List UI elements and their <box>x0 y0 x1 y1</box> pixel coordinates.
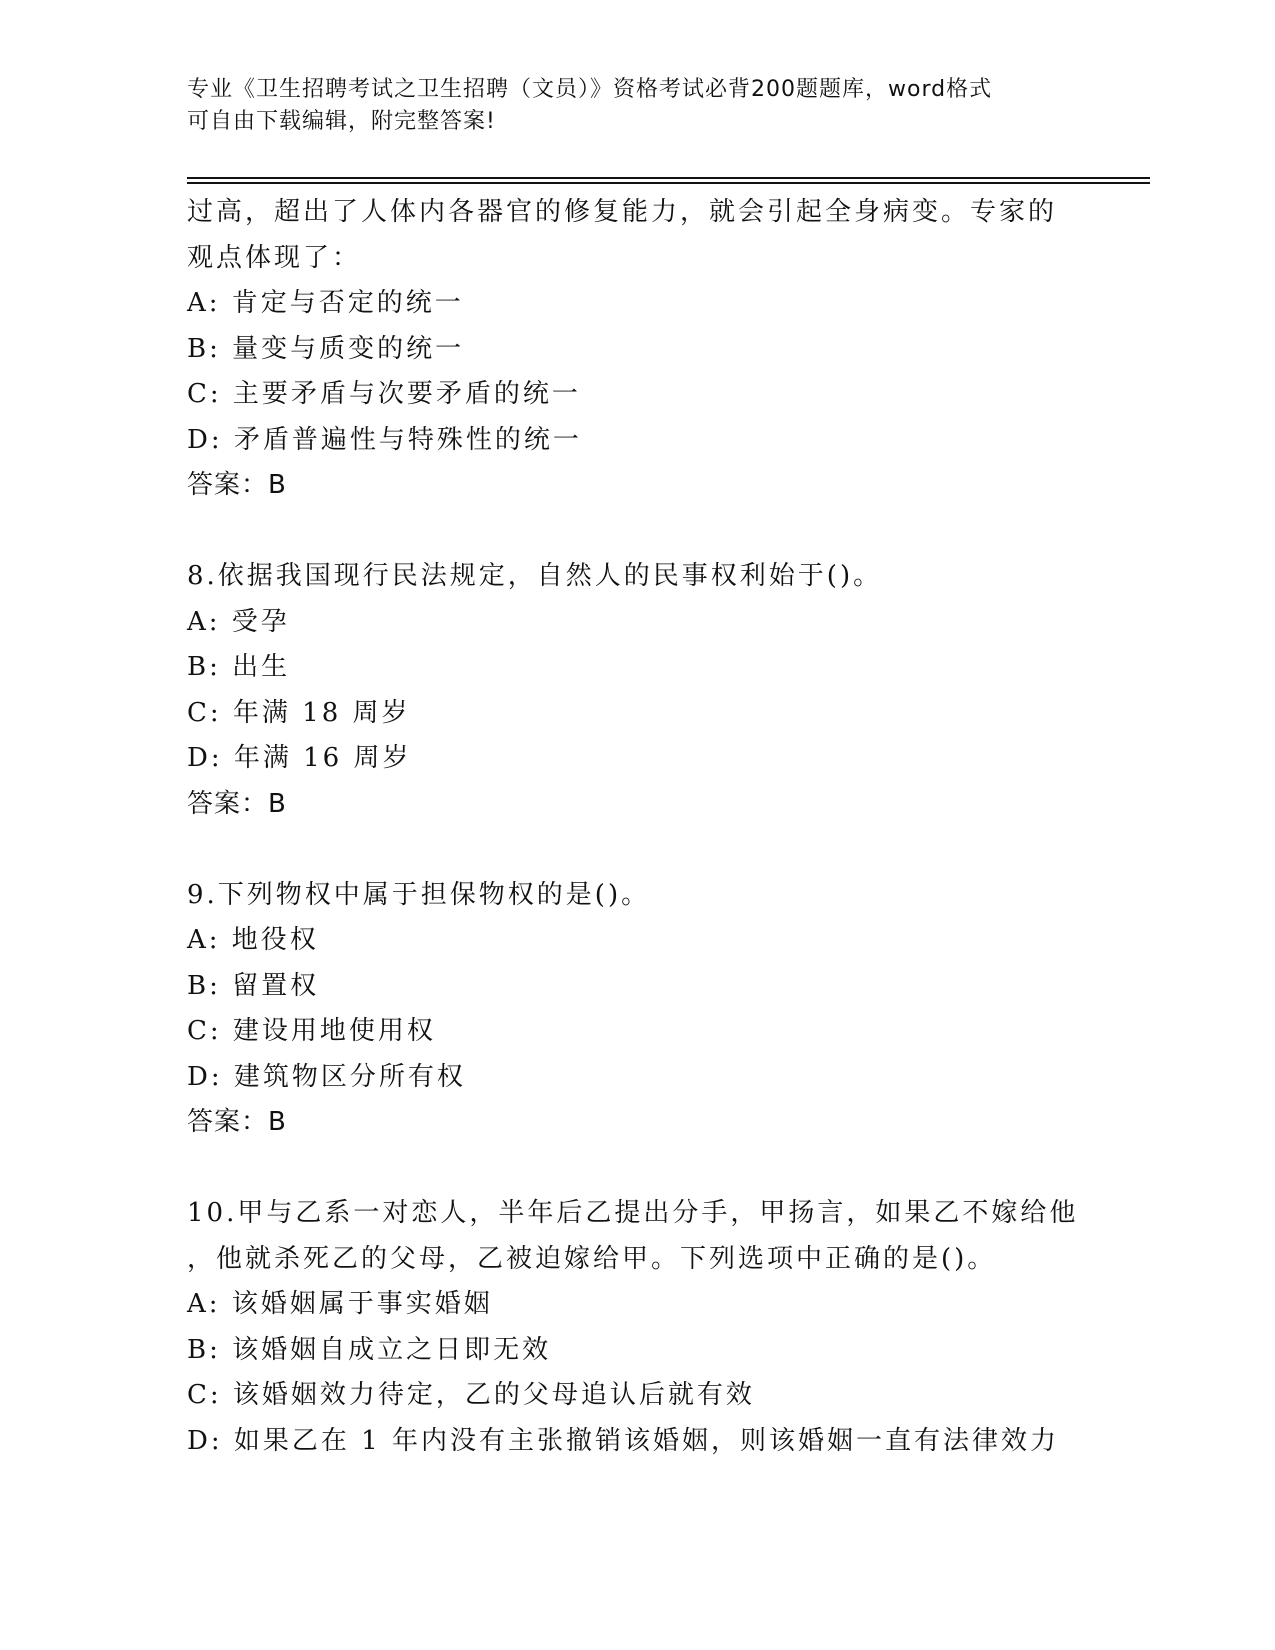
spacer <box>187 1146 1087 1192</box>
question-10 <box>187 1191 1087 1464</box>
option-a: A: 该婚姻属于事实婚姻 <box>187 1289 493 1319</box>
header-title-line-2: 可自由下载编辑，附完整答案! <box>187 109 496 134</box>
option-b: B: 留置权 <box>187 970 320 1001</box>
question-stem: 9.下列物权中属于担保物权的是()。 <box>187 879 651 910</box>
option-d: D: 年满 16 周岁 <box>187 743 412 773</box>
answer-line: 答案：B <box>187 470 287 500</box>
option-b: B: 量变与质变的统一 <box>187 333 465 364</box>
question-8 <box>187 554 1087 827</box>
question-7-continued <box>187 190 1087 509</box>
option-b: B: 该婚姻自成立之日即无效 <box>187 1334 552 1365</box>
question-list <box>187 190 1087 1464</box>
option-c: C: 年满 18 周岁 <box>187 697 411 728</box>
header-divider-bottom <box>187 182 1150 184</box>
page-header <box>187 74 1087 138</box>
question-stem: 8.依据我国现行民法规定，自然人的民事权利始于()。 <box>187 561 883 591</box>
option-c: C: 主要矛盾与次要矛盾的统一 <box>187 379 581 409</box>
answer-line: 答案：B <box>187 788 287 819</box>
option-a: A: 肯定与否定的统一 <box>187 288 464 318</box>
option-d: D: 如果乙在 1 年内没有主张撤销该婚姻，则该婚姻一直有法律效力 <box>187 1425 1059 1456</box>
option-a: A: 地役权 <box>187 925 319 955</box>
option-d: D: 矛盾普遍性与特殊性的统一 <box>187 424 582 455</box>
option-c: C: 建设用地使用权 <box>187 1016 436 1046</box>
option-c: C: 该婚姻效力待定，乙的父母追认后就有效 <box>187 1380 755 1410</box>
option-d: D: 建筑物区分所有权 <box>187 1061 466 1092</box>
option-a: A: 受孕 <box>187 606 290 637</box>
question-stem-line: 观点体现了： <box>187 242 362 273</box>
question-stem-line: ，他就杀死乙的父母，乙被迫嫁给甲。下列选项中正确的是()。 <box>187 1243 997 1274</box>
spacer <box>187 509 1087 555</box>
question-stem-line: 过高，超出了人体内各器官的修复能力，就会引起全身病变。专家的 <box>187 197 1058 227</box>
option-b: B: 出生 <box>187 652 291 682</box>
answer-line: 答案：B <box>187 1107 287 1137</box>
question-stem-line: 10.甲与乙系一对恋人，半年后乙提出分手，甲扬言，如果乙不嫁给他 <box>187 1198 1079 1228</box>
header-divider-top <box>187 177 1150 179</box>
header-title-line-1: 专业《卫生招聘考试之卫生招聘（文员）》资格考试必背200题题库，word格式 <box>187 77 993 102</box>
spacer <box>187 827 1087 873</box>
question-9 <box>187 873 1087 1146</box>
